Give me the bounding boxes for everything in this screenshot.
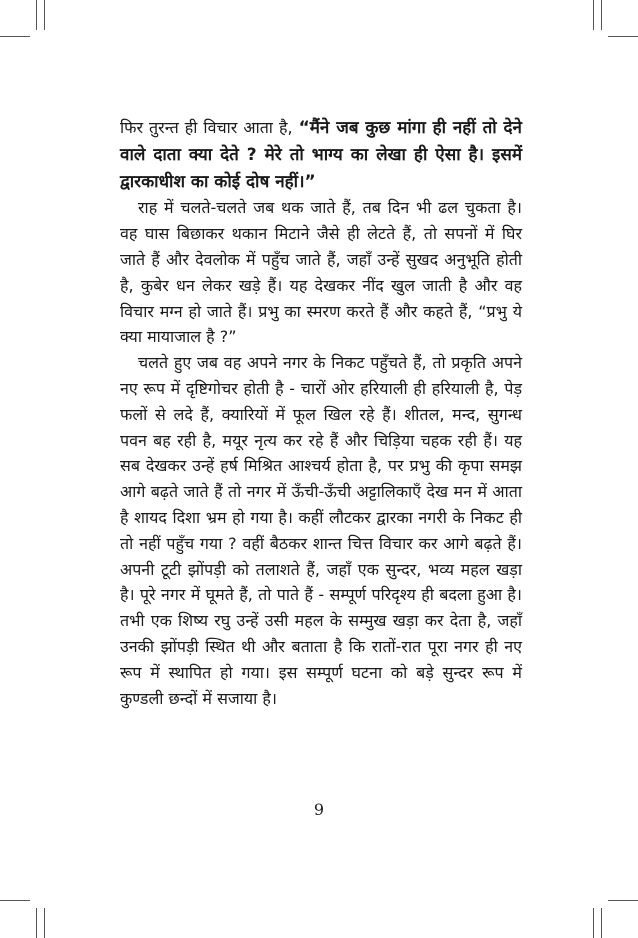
crop-mark [36,908,37,938]
crop-mark [601,0,602,30]
crop-mark [44,0,45,30]
crop-mark [44,908,45,938]
page-number: 9 [313,800,325,819]
paragraph-1-lead: फिर तुरन्त ही विचार आता है, [120,118,299,137]
crop-mark [36,0,37,30]
crop-mark [0,36,30,37]
paragraph-3: चलते हुए जब वह अपने नगर के निकट पहुँचते हैं, तो प्रकृति अपने नए रूप में दृष्टिगोचर होती है - चारों ओर हरियाली ही हरियाली है, पेड़ फलों से लदे हैं, क्यारियों में फूल खिल रहे हैं। शीतल, मन्द, सुगन्ध पवन बह रही है, मयूर नृत्य कर रहे हैं और चिड़िया चहक रही हैं। यह सब देखकर उन्हें हर्ष मिश्रित आश्चर्य होता है, पर प्रभु की कृपा समझ आगे बढ़ते जाते हैं तो नगर में ऊँची-ऊँची अट्टालिकाएँ देख मन में आता है शायद दिशा भ्रम हो गया है। कहीं लौटकर द्वारका नगरी के निकट ही तो नहीं पहुँच गया ? वहीं बैठकर शान्त चित्त विचार कर आगे बढ़ते हैं। अपनी टूटी झोंपड़ी को तलाशते हैं, जहाँ एक सुन्दर, भव्य महल खड़ा है। पूरे नगर में घूमते हैं, तो पाते हैं - सम्पूर्ण परिदृश्य ही बदला हुआ है। तभी एक शिष्य रघु उन्हें उसी महल के सम्मुख खड़ा कर देता है, जहाँ उनकी झोंपड़ी स्थित थी और बताता है कि रातों-रात पूरा नगर ही नए रूप में स्थापित हो गया। इस सम्पूर्ण घटना को बड़े सुन्दर रूप में कुण्डली छन्दों में सजाया है। [120,353,522,708]
crop-mark [608,900,638,901]
crop-mark [608,36,638,37]
paragraph-1 [120,115,522,195]
crop-mark [0,900,30,901]
crop-mark [601,908,602,938]
paragraph-1-quote: “मैंने जब कुछ मांगा ही नहीं तो देने वाले दाता क्या देते ? मेरे तो भाग्य का लेखा ही ऐसा है। इसमें द्वारकाधीश का कोई दोष नहीं।” [120,118,522,192]
crop-mark [593,0,594,30]
paragraph-2: राह में चलते-चलते जब थक जाते हैं, तब दिन भी ढल चुकता है। वह घास बिछाकर थकान मिटाने जैसे ही लेटते हैं, तो सपनों में घिर जाते हैं और देवलोक में पहुँच जाते हैं, जहाँ उन्हें सुखद अनुभूति होती है, कुबेर धन लेकर खड़े हैं। यह देखकर नींद खुल जाती है और वह विचार मग्न हो जाते हैं। प्रभु का स्मरण करते हैं और कहते हैं, “प्रभु ये क्या मायाजाल है ?” [120,198,522,347]
page-body [120,115,522,711]
crop-mark [593,908,594,938]
